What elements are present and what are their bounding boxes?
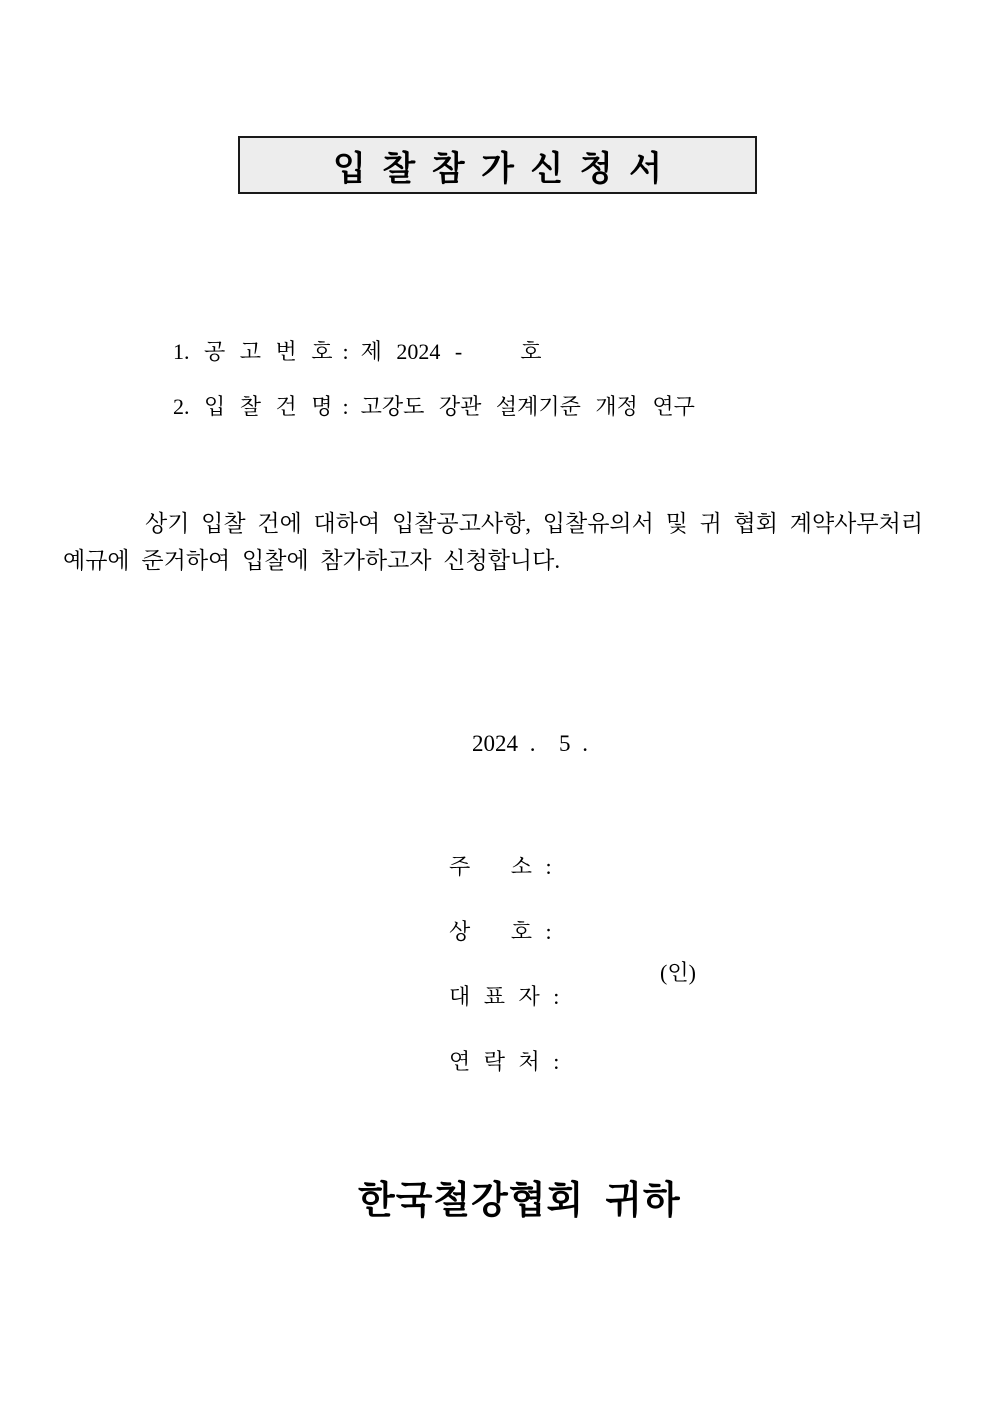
body-paragraph-line-1: 상기 입찰 건에 대하여 입찰공고사항, 입찰유의서 및 귀 협회 계약사무처리	[145, 511, 924, 536]
date-line: 2024 . 5 .	[472, 731, 588, 756]
announcement-number-separator: :	[342, 339, 349, 365]
company-name-field-label: 상 호 :	[449, 919, 552, 945]
address-field-row	[395, 831, 735, 904]
recipient-line: 한국철강협회 귀하	[358, 1180, 681, 1222]
address-field-label: 주 소 :	[449, 854, 552, 880]
bid-title-separator: :	[342, 394, 349, 420]
body-paragraph-line-2: 예규에 준거하여 입찰에 참가하고자 신청합니다.	[63, 548, 561, 573]
announcement-number-value: 제 2024 - 호	[360, 339, 542, 365]
bid-title-line	[115, 371, 695, 444]
contact-field-label: 연 락 처 :	[449, 1049, 560, 1075]
announcement-number-label: 1. 공 고 번 호	[173, 339, 333, 365]
representative-field-label: 대 표 자 :	[449, 984, 560, 1010]
document-title: 입 찰 참 가 신 청 서	[333, 150, 666, 188]
seal-mark: (인)	[660, 960, 696, 985]
contact-field-row	[395, 1026, 735, 1099]
title-box	[238, 136, 757, 194]
company-name-field-row	[395, 896, 735, 969]
bid-title-value: 고강도 강관 설계기준 개정 연구	[360, 394, 695, 420]
bid-title-label: 2. 입 찰 건 명	[173, 394, 333, 420]
